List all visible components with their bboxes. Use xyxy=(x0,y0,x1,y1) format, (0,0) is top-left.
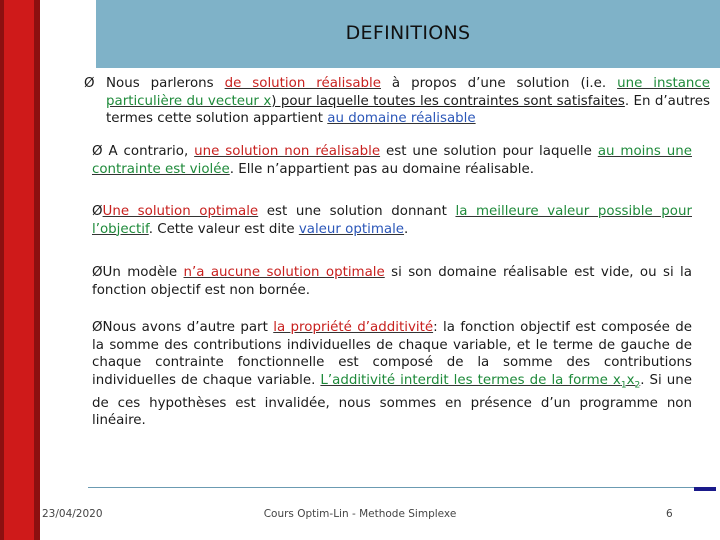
paragraph-5 xyxy=(92,319,692,430)
p3-term-meilleure-valeur: la meilleure valeur possible pour l’objectif xyxy=(92,204,692,237)
p3-text-2: . Cette valeur est dite xyxy=(148,221,299,237)
p2-text-2: est une solution pour laquelle xyxy=(380,144,598,159)
footer-corner-accent xyxy=(694,487,716,491)
p5-text-3: . Si une de ces hypothèses est invalidée, nous sommes en présence d’un programme non linéaire. xyxy=(92,372,692,429)
p5-text-2: : la fonction objectif est composée de la somme des contributions individuelles de chaque variable, et le terme de gauche de chaque contrainte fonctionnelle est composé de la somme des contributions individuelles de chaque variable. xyxy=(92,320,692,388)
p1-term-domaine: au domaine réalisable xyxy=(327,111,476,126)
p1-term-solution-realisable: de solution réalisable xyxy=(224,76,381,91)
p3-text-1: est une solution donnant xyxy=(258,204,456,219)
bullet-arrow-icon: Ø xyxy=(92,204,103,219)
footer-course-title: Cours Optim-Lin - Methode Simplexe xyxy=(263,508,457,520)
p1-text-2: à propos d’une solution (i.e. xyxy=(380,76,618,91)
footer-date: 23/04/2020 xyxy=(42,508,103,520)
p4-term-aucune-solution: n’a aucune solution optimale xyxy=(183,265,385,280)
p5-text-1: Nous avons d’autre part xyxy=(102,320,274,335)
bullet-arrow-icon: Ø xyxy=(84,76,95,91)
paragraph-2 xyxy=(92,143,692,178)
p1-term-contraintes: ) pour laquelle toutes les contraintes sont satisfaites xyxy=(271,93,625,109)
p2-term-contrainte-violee: au moins une contrainte est violée xyxy=(92,144,692,177)
bullet-arrow-icon: Ø xyxy=(92,320,103,335)
paragraph-3 xyxy=(92,203,692,238)
slide-title: DEFINITIONS xyxy=(345,22,471,44)
bullet-arrow-icon: Ø xyxy=(92,144,103,159)
p5-term-additivite-interdit: L’additivité interdit les termes de la forme $x_1x_2$ xyxy=(320,372,641,391)
p1-text-3: . En d’autres termes cette solution appartient xyxy=(106,93,710,126)
p1-term-instance: une instance particulière du vecteur x xyxy=(106,76,710,109)
left-accent-bar xyxy=(4,0,34,540)
p4-text-1: Un modèle xyxy=(102,265,184,280)
footer-divider xyxy=(88,487,694,488)
p1-text-1: Nous parlerons xyxy=(106,76,225,91)
paragraph-4 xyxy=(92,264,692,299)
p3-text-3: . xyxy=(404,221,409,237)
p4-text-2: si son domaine réalisable est vide, ou si la fonction objectif est non bornée. xyxy=(92,265,692,298)
p2-term-non-realisable: une solution non réalisable xyxy=(194,144,381,159)
p2-text-1: A contrario, xyxy=(102,144,195,159)
bullet-arrow-icon: Ø xyxy=(92,265,103,280)
paragraph-1 xyxy=(84,75,710,128)
p5-term-additivite: la propriété d’additivité xyxy=(273,320,434,335)
footer-page-number: 6 xyxy=(666,508,673,520)
p3-term-solution-optimale: Une solution optimale xyxy=(102,204,259,219)
p2-text-3: . Elle n’appartient pas au domaine réalisable. xyxy=(229,161,535,177)
p3-term-valeur-optimale: valeur optimale xyxy=(298,221,405,237)
